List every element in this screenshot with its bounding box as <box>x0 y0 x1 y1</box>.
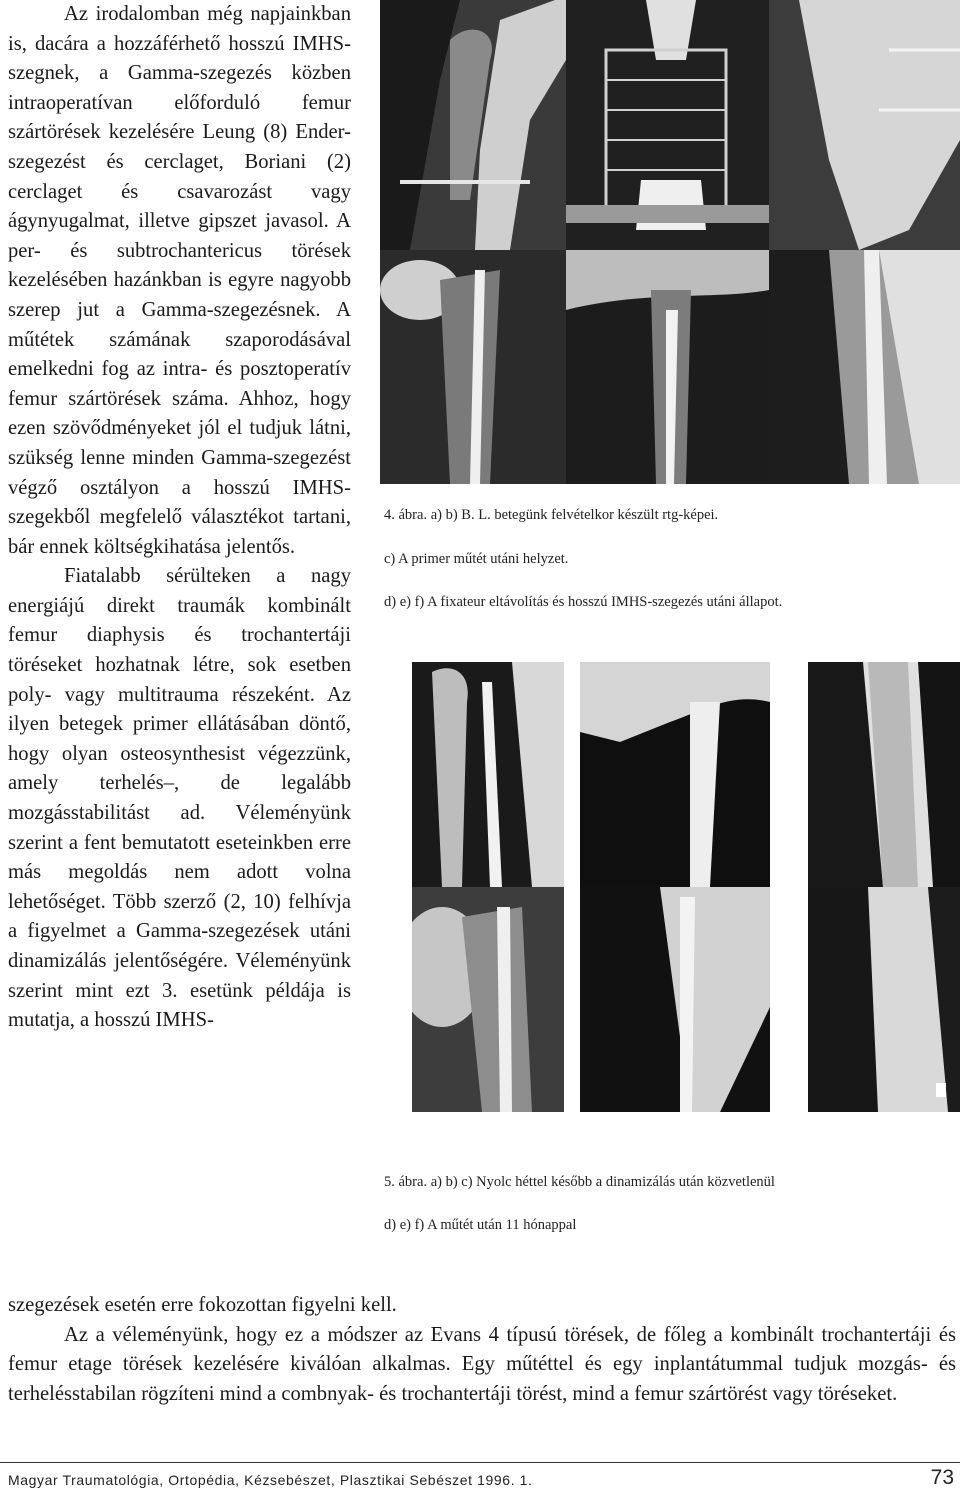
figure4-xray-e <box>566 250 769 484</box>
figure5-xray-c <box>808 662 960 887</box>
page-number: 73 <box>930 1466 954 1489</box>
full-width-text <box>8 1291 956 1409</box>
figure4-caption-line1: 4. ábra. a) b) B. L. betegünk felvételkor készült rtg-képei. <box>384 507 719 523</box>
figure5-xray-b <box>580 662 770 887</box>
continuation-line: szegezések esetén erre fokozottan figyelni kell. <box>8 1294 397 1316</box>
figure4-caption-line3: d) e) f) A fixateur eltávolítás és hosszú IMHS-szegezés utáni állapot. <box>384 594 783 610</box>
figure5-xray-e <box>580 887 770 1112</box>
figure4-xray-a <box>380 0 566 250</box>
figure5-caption-line2: d) e) f) A műtét után 11 hónappal <box>384 1217 577 1233</box>
figure4-xray-c <box>769 0 960 250</box>
figure4-xray-d <box>380 250 566 484</box>
figure4-caption-line2: c) A primer műtét utáni helyzet. <box>384 551 569 567</box>
body-paragraph-2: Fiatalabb sérülteken a nagy energiájú direkt traumák kombinált femur diaphysis és trochantertáji töréseket hozhatnak létre, sok esetben poly- vagy multitrauma részeként. Az ilyen betegek primer ellátásában döntő, hogy olyan osteosynthesist végezzünk, amely terhelés–, de legalább mozgásstabilitást ad. Véleményünk szerint a fent bemutatott eseteinkben erre más megoldás nem adott volna lehetőséget. Több szerző (2, 10) felhívja a figyelmet a Gamma-szegezések utáni dinamizálás jelentőségére. Véleményünk szerint mint ezt 3. esetünk példája is mutatja, a hosszú IMHS- <box>8 565 351 1032</box>
footer-journal: Magyar Traumatológia, Ortopédia, Kézsebészet, Plasztikai Sebészet 1996. 1. <box>8 1472 533 1488</box>
footer-rule <box>0 1462 960 1463</box>
figure5-xray-f <box>808 887 960 1112</box>
figure4-xray-f <box>769 250 960 484</box>
figure5-caption-line1: 5. ábra. a) b) c) Nyolc héttel később a dinamizálás után közvetlenül <box>384 1174 775 1190</box>
left-text-column <box>8 0 351 1036</box>
body-paragraph-3: Az a véleményünk, hogy ez a módszer az Evans 4 típusú törések, de főleg a kombinált trochantertáji és femur etage törések kezelésére kiválóan alkalmas. Egy műtéttel és egy inplantátummal tudjuk mozgás- és terhelésstabilan rögzíteni mind a combnyak- és trochantertáji törést, mind a femur szártörést vagy töréseket. <box>8 1323 956 1405</box>
figure5-xray-a <box>412 662 564 887</box>
body-paragraph-1: Az irodalomban még napjainkban is, dacára a hozzáférhető hosszú IMHS-szegnek, a Gamma-szegezés közben intraoperatívan előforduló femur szártörések kezelésére Leung (8) Ender-szegezést és cerclaget, Boriani (2) cerclaget és csavarozást vagy ágynyugalmat, illetve gipszet javasol. A per- és subtrochantericus törések kezelésében hazánkban is egyre nagyobb szerep jut a Gamma-szegezésnek. A műtétek számának szaporodásával emelkedni fog az intra- és posztoperatív femur szártörések száma. Ahhoz, hogy ezen szövődményeket jól el tudjuk látni, szükség lenne minden Gamma-szegezést végző osztályon a hosszú IMHS-szegekből megfelelő választékot tartani, bár ennek költségkihatása jelentős. <box>8 3 351 558</box>
figure4-xray-b <box>566 0 769 250</box>
figure5-xray-d <box>412 887 564 1112</box>
